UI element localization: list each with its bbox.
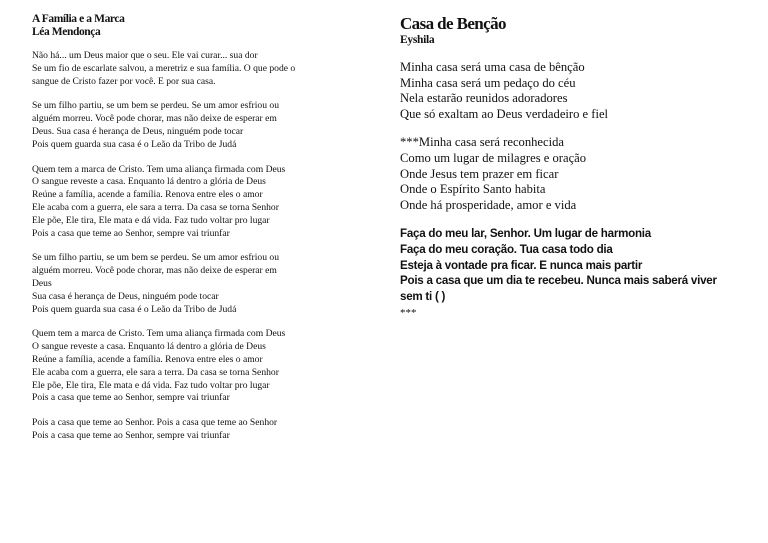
lyric-line: Deus xyxy=(32,277,52,289)
lyric-line: Que só exaltam ao Deus verdadeiro e fiel xyxy=(400,106,609,121)
chorus-stanza xyxy=(400,226,750,304)
lyric-line: Como um lugar de milagres e oração xyxy=(400,150,587,165)
lyric-line: Ele põe, Ele tira, Ele mata e dá vida. Faz tudo voltar pro lugar xyxy=(32,379,270,391)
lyric-line: Se um filho partiu, se um bem se perdeu. Se um amor esfriou ou xyxy=(32,100,279,112)
lyric-line: Se um filho partiu, se um bem se perdeu. Se um amor esfriou ou xyxy=(32,252,279,264)
lyric-line: Ele acaba com a guerra, ele sara a terra. Da casa se torna Senhor xyxy=(32,366,279,378)
lyric-line: ***Minha casa será reconhecida xyxy=(400,135,564,150)
lyric-line: Deus. Sua casa é herança de Deus, ninguém pode tocar xyxy=(32,125,244,137)
song-author: Eyshila xyxy=(400,34,435,46)
lyric-line: Esteja à vontade pra ficar. E nunca mais partir xyxy=(400,258,643,272)
stanza xyxy=(32,50,377,88)
lyric-line: Não há... um Deus maior que o seu. Ele vai curar... sua dor xyxy=(32,50,258,61)
lyric-line: Pois a casa que teme ao Senhor, sempre vai triunfar xyxy=(32,392,230,404)
lyric-line: sem ti ( ) xyxy=(400,289,446,303)
song-title: A Família e a Marca xyxy=(32,13,125,25)
lyric-line: Onde Jesus tem prazer em ficar xyxy=(400,166,559,181)
lyric-line: Ele acaba com a guerra, ele sara a terra. Da casa se torna Senhor xyxy=(32,201,279,213)
lyric-line: Quem tem a marca de Cristo. Tem uma aliança firmada com Deus xyxy=(32,328,286,340)
left-column xyxy=(32,12,377,443)
lyric-line: Faça do meu coração. Tua casa todo dia xyxy=(400,242,613,256)
lyric-line: sangue de Cristo fazer por você. E por sua casa. xyxy=(32,75,216,87)
lyric-line: Pois a casa que teme ao Senhor, sempre vai triunfar xyxy=(32,429,230,441)
stanza xyxy=(32,417,377,443)
lyric-line: Pois quem guarda sua casa é o Leão da Tribo de Judá xyxy=(32,303,237,315)
lyric-line: Reúne a família, acende a família. Renova entre eles o amor xyxy=(32,189,263,201)
lyric-line: Minha casa será uma casa de bênção xyxy=(400,60,585,74)
lyric-line: alguém morreu. Você pode chorar, mas não deixe de esperar em xyxy=(32,113,277,125)
stanza xyxy=(32,100,377,151)
right-lyrics xyxy=(400,60,750,213)
lyric-line: Pois a casa que um dia te recebeu. Nunca mais saberá viver xyxy=(400,274,717,288)
lyric-line: Minha casa será um pedaço do céu xyxy=(400,75,576,90)
lyric-line: Onde há prosperidade, amor e vida xyxy=(400,197,577,212)
lyric-line: Se um fio de escarlate salvou, a meretriz e sua família. O que pode o xyxy=(32,62,296,74)
stanza xyxy=(32,252,377,316)
stanza xyxy=(32,164,377,241)
right-column xyxy=(400,12,750,320)
lyric-line: Pois a casa que teme ao Senhor. Pois a casa que teme ao Senhor xyxy=(32,417,278,429)
lyric-line: Sua casa é herança de Deus, ninguém pode tocar xyxy=(32,290,219,302)
stanza xyxy=(400,135,750,213)
lyric-line: Faça do meu lar, Senhor. Um lugar de harmonia xyxy=(400,227,651,241)
end-marker xyxy=(400,307,750,320)
lyric-line: alguém morreu. Você pode chorar, mas não deixe de esperar em xyxy=(32,265,277,277)
end-marker-text: *** xyxy=(400,307,417,320)
lyric-line: Quem tem a marca de Cristo. Tem uma aliança firmada com Deus xyxy=(32,163,286,175)
lyric-line: Pois a casa que teme ao Senhor, sempre vai triunfar xyxy=(32,227,230,239)
lyric-line: Nela estarão reunidos adoradores xyxy=(400,91,568,106)
stanza xyxy=(400,60,750,122)
left-lyrics xyxy=(32,50,377,443)
lyric-line: Pois quem guarda sua casa é o Leão da Tribo de Judá xyxy=(32,138,237,150)
song-title: Casa de Benção xyxy=(400,14,506,33)
lyric-line: O sangue reveste a casa. Enquanto lá dentro a glória de Deus xyxy=(32,176,266,188)
lyric-line: O sangue reveste a casa. Enquanto lá dentro a glória de Deus xyxy=(32,341,266,353)
stanza xyxy=(32,328,377,405)
lyric-line: Reúne a família, acende a família. Renova entre eles o amor xyxy=(32,353,263,365)
song-author: Léa Mendonça xyxy=(32,26,101,38)
lyric-line: Ele põe, Ele tira, Ele mata e dá vida. Faz tudo voltar pro lugar xyxy=(32,214,270,226)
lyric-line: Onde o Espírito Santo habita xyxy=(400,182,546,197)
